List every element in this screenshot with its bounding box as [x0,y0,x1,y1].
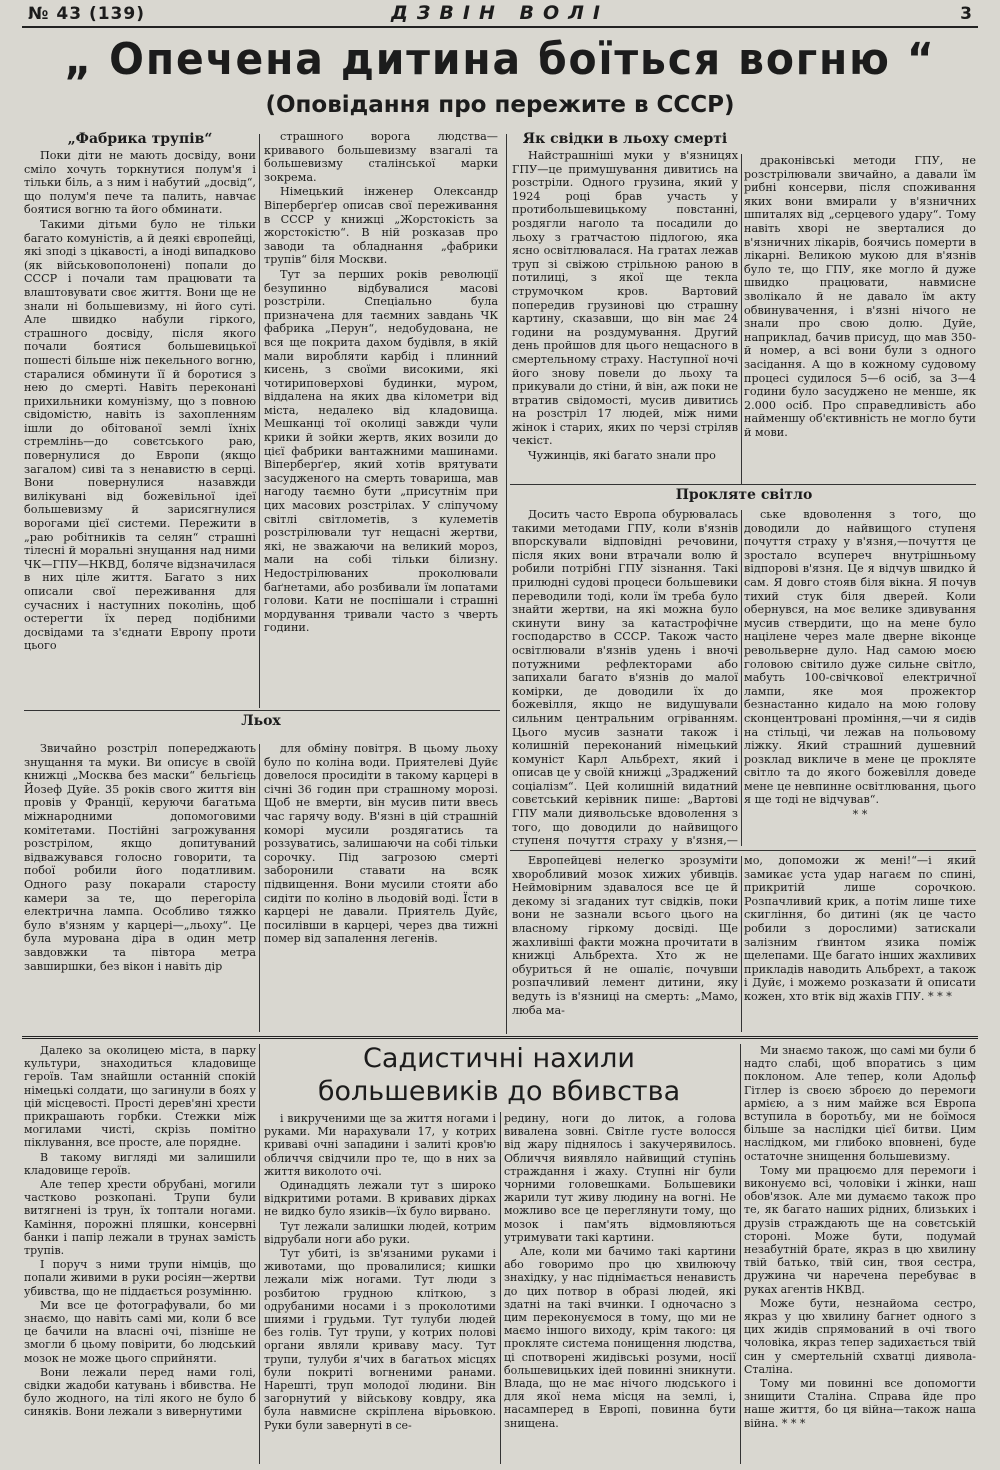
article-column-4b [744,508,976,848]
section-heading-block [512,486,976,508]
column-rule [741,154,742,484]
issue-number: № 43 (139) [28,4,145,24]
masthead-rule [22,26,978,28]
section-title-svidky: Як свідки в льоху смерті [522,131,728,147]
paragraph: В такому вигляді ми залишили кладовище героїв. [24,1150,256,1177]
article-separator-rule [22,1036,978,1039]
section-heading-block [24,712,498,734]
paragraph: Тут убиті, із зв'язаними руками і животами, що провалилися; кишки лежали між ногами. Тут люди з розбитою грудною кліткою, з одрубаними носами і з проколотими шиями і грудьми. Тут тулуби людей без голів. Тут трупи, у котрих полові органи являли криваву масу. Тут трупи, тулуби я'чих в багатьох місцях були покриті вогненими ранами. Нарешті, труп молодої людини. Він загорнутий у військову ковдру, яка була навмисне скріплена вірьовкою. Руки були завернуті в се- [264,1247,496,1432]
section-title-lokh: Льох [241,713,281,729]
paragraph: і викрученими ще за життя ногами і руками. Ми нарахували 17, у котрих криваві очні западини і залиті кров'ю обличчя свідчили про те, що в них за життя виколото очі. [264,1112,496,1178]
second-headline [264,1042,734,1108]
article-column-4c [744,854,976,1030]
section-title-prokliate: Прокляте світло [675,487,813,503]
second-headline-text: Садистичні нахили большевиків до вбивства [317,1043,681,1107]
paragraph: Може бути, незнайома сестро, якраз у цю хвилину багнет одного з цих жидів спрямований в очі твого чоловіка, якраз тепер задихається твій син у смертельній схватці диявола-Сталіна. [744,1296,976,1376]
paragraph: редину, ноги до литок, а голова вивалена зовні. Світле густе волосся від жару піднялось і закучерявилось. Обличчя виявляло найвищий ступінь страждання і жаху. Ступні ніг були чорними головешками. Большевики жарили тут живу людину на вогні. Не можливо все це переглянути тому, що мозок і пам'ять відмовляються утримувати такі картини. [504,1112,736,1244]
paragraph: Ми знаємо також, що самі ми були б надто слабі, щоб впоратись з цим поклоном. Але тепер, коли Адольф Гітлер із своєю зброєю до перемоги армією, а з ним майже вся Европа вступила в боротьбу, ми не боїмося більше за наслідки цієї битви. Цим наслідком, ми глибоко вповнені, буде остаточне знищення большевизму. [744,1044,976,1163]
paragraph: Чужинців, які багато знали про [528,449,716,463]
paragraph: Вони лежали перед нами голі, свідки жадоби катувань і вбивства. Не було жодного, на тілі якого не було б синяків. Вони лежали з вивернутими [24,1365,256,1419]
paragraph: Такими дітьми було не тільки багато комуністів, а й деякі європейці, які зподі з цікавості, а іноді випадково (як військовополонені) попали до СССР і почали там працювати та влаштовувати своє життя. Вони ще не знали ні большевизму, ні його суті. Але швидко набули гіркого, страшного досвіду, після якого почали боятися большевицької пошесті більше ніж пекельного вогню, старалися обминути її й боротися з нею до смерті. Навіть переконані прихильники комунізму, що з повною свідомістю, навіть із захопленням ішли до обітованої землі їхніх стремлінь—до совєтського раю, повернулися до Европи (якщо загалом) сиві та з ненавистю в серці. Вони повернулися назавжди вилікувані від божевільної ідеї большевизму й зарисягнулися ворогами цієї системи. Пережити в „раю робітників та селян“ страшні тілесні й моральні знущання над ними ЧК—ГПУ—НКВД, боляче відзначилася в них ціле життя. Багато з них описали свої переживання для сучасних і наступних поколінь, щоб остерегти їх перед подібними досвідами та з'єднати Европу проти цього [24,217,256,653]
article-column-3b [512,508,738,848]
masthead [22,2,978,26]
article-column-1 [24,130,256,740]
paragraph: для обміну повітря. В цьому льоху було по коліна води. Приятелеві Дуйє довелося просидіти в такому карцері в січні 36 годин при страшному морозі. Щоб не вмерти, він мусив пити ввесь час гарячу воду. В'язні в цій страшній коморі мусили роздягатись та роззуватись, залишаючи на собі тільки сорочку. Під загрозою смерті заборонили ставати на всяк підвищення. Вони мусили стояти або сидіти по коліно в льодовій воді. Їсти в карцері не давали. Приятель Дуйє, посилівши в карцері, через два тижні помер від запалення легенів. [264,742,498,946]
column-rule [741,856,742,1032]
paragraph: Але тепер хрести обрубані, могили частково розкопані. Трупи були витягнені із трун, їх топтали ногами. Каміння, порожні пляшки, консервні банки і папір лежали в трунах замість трупів. [24,1178,256,1258]
section-divider [24,710,500,711]
paragraph: Тому ми повинні все допомогти знищити Сталіна. Справа йде про наше життя, бо ця війна—також наша війна. * * * [744,1377,976,1430]
paragraph: Одинадцять лежали тут з широко відкритими ротами. В кривавих дірках не видко було язиків—їх було вирвано. [264,1179,496,1219]
page-number: 3 [960,4,972,24]
paragraph: страшного ворога людства—кривавого большевизму взагалі та большевизму сталінської марки зокрема. [264,130,498,184]
separator-stars: * * [852,808,868,822]
bottom-column-4 [744,1044,976,1464]
column-rule [259,1044,260,1464]
paragraph: Найстрашніші муки у в'язницях ГПУ—це примушування дивитись на розстріли. Одного грузина, який у 1924 році брав участь у протибольшевицькому повстанні, роздягли наголо та посадили до льоху з гратчастою підлогою, яка ясно освітлювалася. На гратах лежав труп зі свіжою стрільною раною в потилиці, з якої ще текла струмочком кров. Вартовий попередив грузинові цю страшну картину, сказавши, що він має 24 години на роздумування. Другий день пройшов для цього нещасного в смертельному страху. Наступної ночі його знову повели до льоху та прикували до стіни, й він, аж поки не втратив свідомості, мусив дивитись на розстріл 17 людей, між ними жінок і старих, яких по черзі стріляв чекіст. [512,149,738,448]
paragraph: Европейцеві нелегко зрозуміти хворобливий мозок хижих убивців. Неймовірним здавалося все це й декому зі згаданих тут свідків, поки вони не зазнали всього цього на власному гіркому досвіді. Ще жахливіші факти можна прочитати в книжці Альбрехта. Хто ж не обуриться й не ошаліє, почувши розпачливий лемент дитини, яку ведуть із в'язниці на смерть: „Мамо, люба ма- [512,854,738,1017]
column-rule [259,744,260,1032]
section-divider [510,850,976,851]
article-column-2b [264,742,498,1030]
column-rule [500,1112,501,1464]
paragraph: Поки діти не мають досвіду, вони сміло хочуть торкнутися полум'я і тільки біль, а з ним і набутий „досвід“, що полум'я пече та палить, навчає боятися вогню та його обминати. [24,149,256,217]
column-rule [259,134,260,708]
main-headline: „ Опечена дитина боїться вогню “ [64,34,936,85]
bottom-column-3 [504,1112,736,1464]
paragraph: драконівські методи ГПУ, не розстрілювали звичайно, а давали їм рибні консерви, після споживання яких вони вмирали у в'язничних шпиталях від „серцевого удару“. Тому навіть хворі не зверталися до в'язничних лікарів, боячись померти в лікарні. Великою мукою для в'язнів було те, що ГПУ, яке могло й дуже швидко працювати, навмисне зволікало й не давало їм акту обвинувачення, і в'язні нічого не знали про свою долю. Дуйе, наприклад, бачив присуд, що мав 350-й номер, а всі вони були з одного засідання. А що в кожному судовому процесі судилося 5—6 осіб, за 3—4 години було засуджено не менше, як 2.000 осіб. Про справедливість або найменшу об'єктивність не могло бути й мови. [744,154,976,439]
section-title-fabryka: „Фабрика трупів“ [67,131,213,147]
column-rule [741,510,742,846]
article-column-1b [24,742,256,1030]
paragraph: Тут лежали залишки людей, котрим відрубали ноги або руки. [264,1219,496,1246]
column-rule [740,1044,741,1464]
paragraph: Звичайно розстріл попереджають знущання та муки. Ви описує в своїй книжці „Москва без маски“ бельгієць Йозеф Дуйе. 35 років свого життя він провів у Франції, керуючи багатьма міжнародними допомоговими комітетами. Постійні загрожування розстрілом, якщо допитуваний відважувався голосно говорити, та побої робили його податливим. Одного разу покарали старосту камери за те, що перегоріла електрична лампа. Особливо тяжко було в'язням у карцері—„льоху“. Це була мурована діра в один метр завдовжки та півтора метра завширшки, без вікон і навіть дір [24,742,256,973]
bottom-column-2 [264,1112,496,1464]
sub-headline: (Оповідання про пережите в СССР) [265,92,735,118]
column-rule [506,134,507,1034]
paragraph: Далеко за околицею міста, в парку культури, знаходиться кладовище героїв. Там знайшли останній спокій німецькі солдати, що загинули в боях у цій місцевості. Прості дерев'яні хрести прикрашають горбки. Стежки між могилами чисті, скрізь помітно піклування, все просте, але порядне. [24,1044,256,1150]
paragraph: Але, коли ми бачимо такі картини або говоримо про цю хвилюючу знахідку, у нас піднімається ненависть до цих потвор в образі людей, які здатні на такі вчинки. І одночасно з цим переконуємося в тому, що ми не маємо іншого виходу, крім такого: ця прокляте система понищення людства, ці спотворені жидівські розуми, носії большевицьких ідей повинні зникнути. Влада, що не має нічого людського і для якої нема місця на землі, і, насамперед в Европі, повинна бути знищена. [504,1245,736,1430]
paragraph: мо, допоможи ж мені!“—і який замикає уста удар нагаєм по спині, прикритій лише сорочкою. Розпачливий крик, а потім лише тихе скигління, бо дитині (як це часто робили з дорослими) затискали залізним ґвинтом язика поміж щелепами. Ще багато інших жахливих прикладів наводить Альбрехт, а також і Дуйє, і можемо розказати й описати кожен, хто втік від жахів ГПУ. * * * [744,854,976,1003]
section-divider [510,484,976,485]
bottom-column-1 [24,1044,256,1464]
paragraph: Ми все це фотографували, бо ми знаємо, що навіть самі ми, коли б все це бачили на власні очі, пізніше не змогли б цьому повірити, бо людський мозок не може цього сприйняти. [24,1298,256,1365]
article-column-3c [512,854,738,1030]
paragraph: І поруч з ними трупи німців, що попали живими в руки росіян—жертви убивства, що не піддається розумінню. [24,1258,256,1298]
newspaper-title: ДЗВІН ВОЛІ [391,2,609,24]
article-column-3 [512,130,738,486]
paragraph: Досить часто Европа обурювалась такими методами ГПУ, коли в'язнів впорскували відповідні речовини, після яких вони втрачали волю й робили потрібні ГПУ зізнання. Такі прилюдні судові процеси большевики переводили тоді, коли їм треба було знайти жертви, на які можна було скинути вину за катастрофічне господарство в СССР. Також часто освітлювали в'язнів удень і вночі потужними рефлекторами або запихали багато в'язнів до малої комірки, де доводили їх до божевілля, якщо не видушували сильним центральним огріванням. Цього мусив зазнати також і колишній переконаний німецький комуніст Карл Альбрехт, який і описав це у своїй книжці „Зраджений соціалізм“. Цей колишній видатний совєтський керівник пише: „Вартові ГПУ мали диявольське вдоволення з того, що доводили до найвищого ступеня почуття страху у в'язня,— [512,508,738,848]
article-column-2 [264,130,498,712]
paragraph: Німецький інженер Олександр Віперберґер описав свої переживання в СССР у книжці „Жорстокість за жорстокістю“. В ній розказав про заводи та обладнання „фабрики трупів“ біля Москви. [264,185,498,267]
paragraph: Тут за перших років революції безупинно відбувалися масові розстріли. Спеціально була призначена для таємних завдань ЧК фабрика „Перун“, недобудована, не вся ще покрита дахом будівля, в якій мали виробляти карбід і плинний кисень, з своїми високими, які чотириповерхові будинки, муром, віддалена на яких два кілометри від міста, недалеко від кладовища. Мешканці тої околиці завжди чули крики й зойки жертв, яких возили до цієї фабрики вантажними машинами. Віперберґер, який хотів врятувати засудженого на смерть товариша, мав нагоду таємно бути „присутнім при цих масових розстрілах. У сліпучому світлі світлометів, з кулеметів розстрілювали тут нещасні жертви, які, не зважаючи на великий мороз, мали на собі тільки білизну. Недострілюваних проколювали баґнетами, або розбивали їм лопатами голови. Кати не поспішали і страшні мордування тривали часто з чверть години. [264,267,498,635]
paragraph: Тому ми працюємо для перемоги і виконуємо всі, чоловіки і жінки, наш обов'язок. Але ми думаємо також про те, як багато наших рідних, близьких і друзів страждають ще на совєтській стороні. Може бути, подумай незабутній брате, якраз в цю хвилину твій батько, твій син, твоя сестра, дружина чи наречена перебуває в руках агентів НКВД. [744,1163,976,1296]
article-column-4 [744,154,976,482]
paragraph: ське вдоволення з того, що доводили до найвищого ступеня почуття страху у в'язня,—почуття це зростало всупереч внутрішньому відпорові в'язня. Це я відчув швидко й сам. Я довго стояв біля вікна. Я почув тихий стук біля дверей. Коли обернувся, на моє велике здивування мусив ствердити, що на мене було націлене через мале дверне віконце револьверне дуло. Над самою моєю головою світило дуже сильне світло, мабуть 100-свічкової електричної лампи, яке моя прожектор безнастанно кидало на мою голову сконцентровані проміння,—чи я сидів на стільці, чи лежав на польовому ліжку. Який страшний душевний розклад викличе в мене це прокляте світло та до якого божевілля доведе мене це невпинне освітлювання, цього я ще тоді не відчував“. [744,508,976,807]
